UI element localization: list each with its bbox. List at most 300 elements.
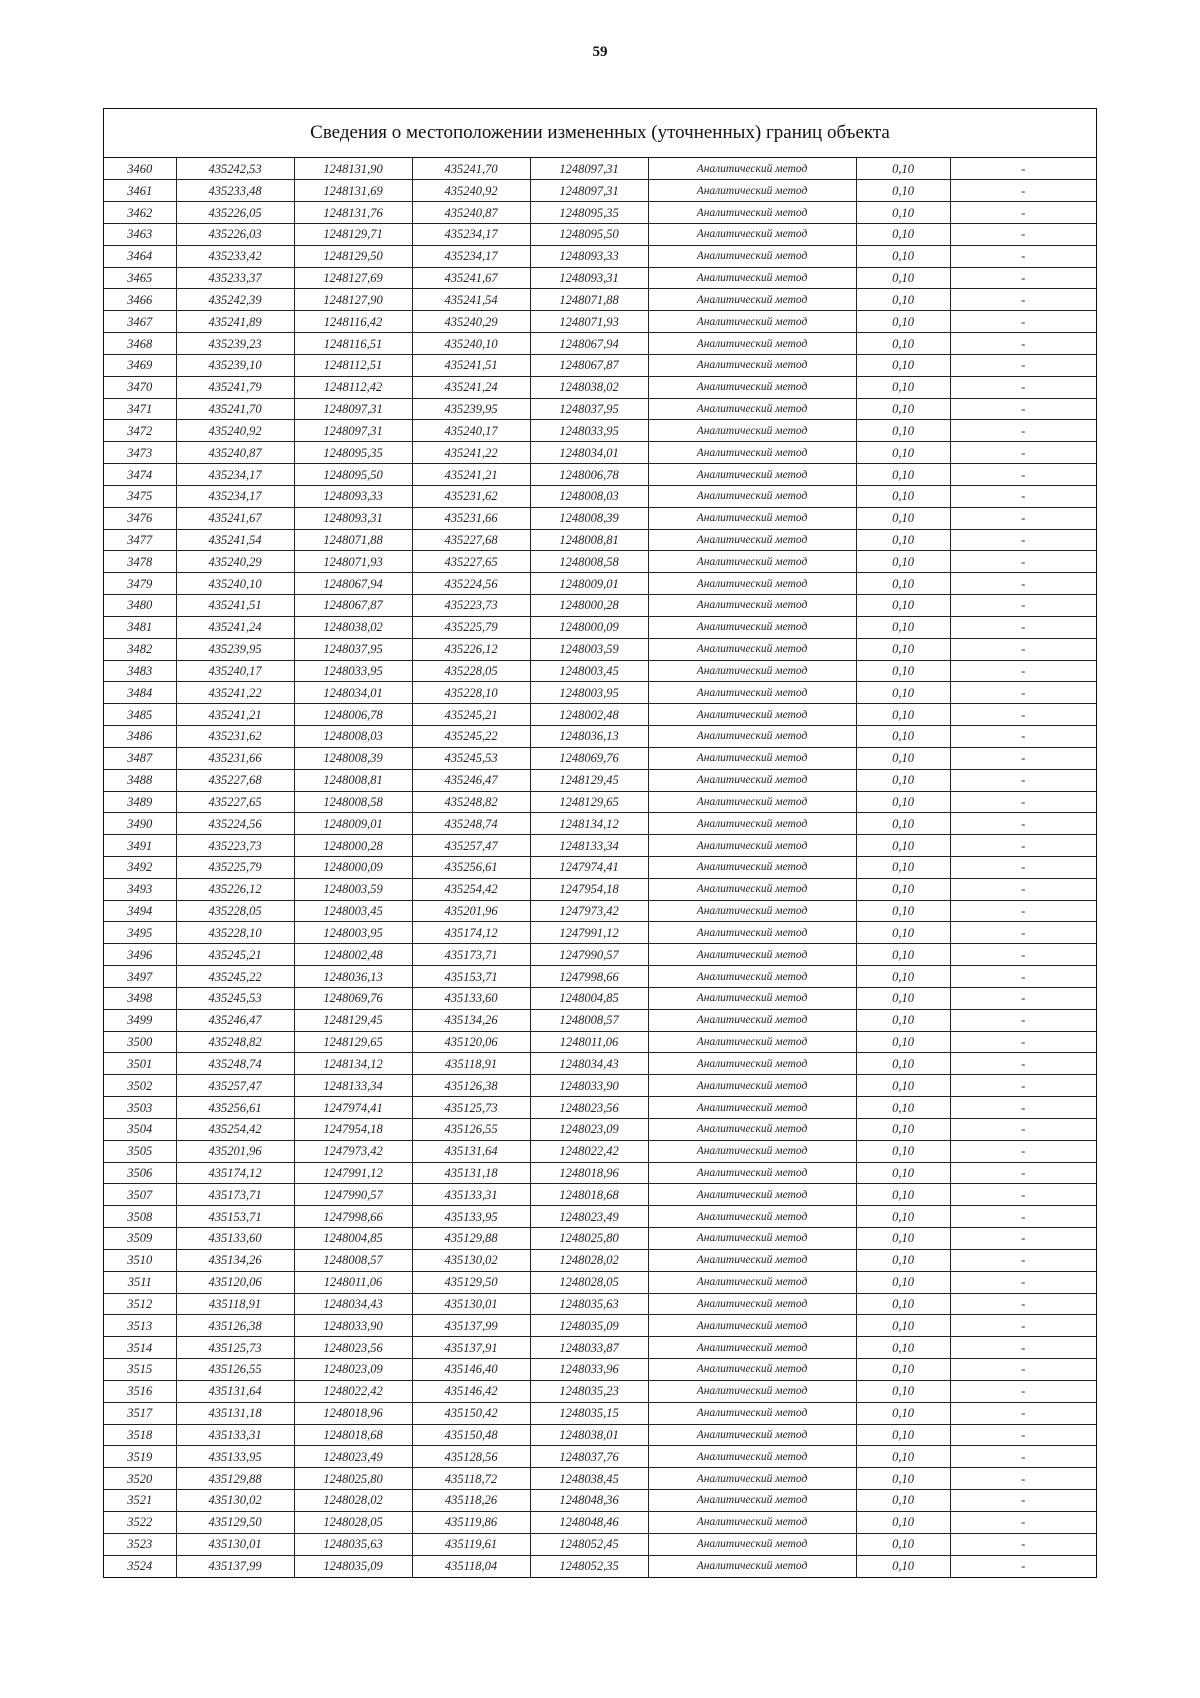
- y2-cell: 1247991,12: [530, 922, 648, 944]
- table-row: [104, 616, 1096, 638]
- table-row: [104, 180, 1096, 202]
- table-row: [104, 1490, 1096, 1512]
- point-number-cell: 3497: [104, 966, 176, 988]
- accuracy-cell: 0,10: [856, 1075, 950, 1097]
- point-number-cell: 3520: [104, 1468, 176, 1490]
- accuracy-cell: 0,10: [856, 1468, 950, 1490]
- x1-cell: 435248,82: [176, 1031, 294, 1053]
- accuracy-cell: 0,10: [856, 1446, 950, 1468]
- x2-cell: 435120,06: [412, 1031, 530, 1053]
- description-cell: -: [950, 769, 1096, 791]
- y1-cell: 1248022,42: [294, 1380, 412, 1402]
- x2-cell: 435224,56: [412, 573, 530, 595]
- accuracy-cell: 0,10: [856, 900, 950, 922]
- x2-cell: 435241,51: [412, 354, 530, 376]
- x2-cell: 435146,42: [412, 1380, 530, 1402]
- accuracy-cell: 0,10: [856, 223, 950, 245]
- accuracy-cell: 0,10: [856, 682, 950, 704]
- point-number-cell: 3513: [104, 1315, 176, 1337]
- x1-cell: 435241,24: [176, 616, 294, 638]
- x2-cell: 435248,74: [412, 813, 530, 835]
- point-number-cell: 3512: [104, 1293, 176, 1315]
- table-row: [104, 791, 1096, 813]
- x2-cell: 435257,47: [412, 835, 530, 857]
- point-number-cell: 3506: [104, 1162, 176, 1184]
- description-cell: -: [950, 1249, 1096, 1271]
- x1-cell: 435241,67: [176, 507, 294, 529]
- y1-cell: 1247974,41: [294, 1097, 412, 1119]
- point-number-cell: 3519: [104, 1446, 176, 1468]
- method-cell: Аналитический метод: [648, 1490, 856, 1512]
- table-row: [104, 442, 1096, 464]
- table-row: [104, 835, 1096, 857]
- description-cell: -: [950, 1140, 1096, 1162]
- y1-cell: 1248129,50: [294, 245, 412, 267]
- x1-cell: 435131,64: [176, 1380, 294, 1402]
- x1-cell: 435240,87: [176, 442, 294, 464]
- x2-cell: 435137,99: [412, 1315, 530, 1337]
- accuracy-cell: 0,10: [856, 398, 950, 420]
- table-row: [104, 1293, 1096, 1315]
- point-number-cell: 3508: [104, 1206, 176, 1228]
- page-number: 59: [592, 44, 608, 60]
- y2-cell: 1248034,43: [530, 1053, 648, 1075]
- y2-cell: 1248037,95: [530, 398, 648, 420]
- y1-cell: 1248131,76: [294, 202, 412, 224]
- y1-cell: 1248095,35: [294, 442, 412, 464]
- y2-cell: 1248018,96: [530, 1162, 648, 1184]
- y1-cell: 1248000,09: [294, 857, 412, 879]
- description-cell: -: [950, 420, 1096, 442]
- y1-cell: 1248038,02: [294, 616, 412, 638]
- accuracy-cell: 0,10: [856, 638, 950, 660]
- y1-cell: 1248023,56: [294, 1337, 412, 1359]
- x2-cell: 435254,42: [412, 878, 530, 900]
- method-cell: Аналитический метод: [648, 1009, 856, 1031]
- point-number-cell: 3477: [104, 529, 176, 551]
- accuracy-cell: 0,10: [856, 747, 950, 769]
- method-cell: Аналитический метод: [648, 245, 856, 267]
- x1-cell: 435245,21: [176, 944, 294, 966]
- y1-cell: 1248008,57: [294, 1249, 412, 1271]
- y2-cell: 1248035,15: [530, 1402, 648, 1424]
- description-cell: -: [950, 311, 1096, 333]
- y1-cell: 1248003,95: [294, 922, 412, 944]
- y1-cell: 1248127,69: [294, 267, 412, 289]
- y1-cell: 1248009,01: [294, 813, 412, 835]
- x1-cell: 435226,05: [176, 202, 294, 224]
- x1-cell: 435227,65: [176, 791, 294, 813]
- point-number-cell: 3491: [104, 835, 176, 857]
- point-number-cell: 3511: [104, 1271, 176, 1293]
- x1-cell: 435224,56: [176, 813, 294, 835]
- x1-cell: 435133,60: [176, 1228, 294, 1250]
- y2-cell: 1248071,88: [530, 289, 648, 311]
- description-cell: -: [950, 1402, 1096, 1424]
- x2-cell: 435234,17: [412, 245, 530, 267]
- x2-cell: 435241,67: [412, 267, 530, 289]
- x1-cell: 435131,18: [176, 1402, 294, 1424]
- description-cell: -: [950, 878, 1096, 900]
- point-number-cell: 3478: [104, 551, 176, 573]
- y2-cell: 1248018,68: [530, 1184, 648, 1206]
- point-number-cell: 3487: [104, 747, 176, 769]
- x1-cell: 435233,48: [176, 180, 294, 202]
- point-number-cell: 3463: [104, 223, 176, 245]
- accuracy-cell: 0,10: [856, 1118, 950, 1140]
- method-cell: Аналитический метод: [648, 638, 856, 660]
- x1-cell: 435234,17: [176, 464, 294, 486]
- x1-cell: 435126,55: [176, 1359, 294, 1381]
- description-cell: -: [950, 485, 1096, 507]
- y2-cell: 1248067,94: [530, 333, 648, 355]
- description-cell: -: [950, 1162, 1096, 1184]
- accuracy-cell: 0,10: [856, 1053, 950, 1075]
- table-row: [104, 1271, 1096, 1293]
- method-cell: Аналитический метод: [648, 1533, 856, 1555]
- method-cell: Аналитический метод: [648, 1424, 856, 1446]
- y1-cell: 1248037,95: [294, 638, 412, 660]
- x1-cell: 435239,95: [176, 638, 294, 660]
- y2-cell: 1248003,95: [530, 682, 648, 704]
- description-cell: -: [950, 289, 1096, 311]
- accuracy-cell: 0,10: [856, 245, 950, 267]
- point-number-cell: 3490: [104, 813, 176, 835]
- method-cell: Аналитический метод: [648, 704, 856, 726]
- accuracy-cell: 0,10: [856, 616, 950, 638]
- y1-cell: 1248116,42: [294, 311, 412, 333]
- table-row: [104, 769, 1096, 791]
- x2-cell: 435245,53: [412, 747, 530, 769]
- table-row: [104, 376, 1096, 398]
- y1-cell: 1248129,71: [294, 223, 412, 245]
- y1-cell: 1247973,42: [294, 1140, 412, 1162]
- point-number-cell: 3468: [104, 333, 176, 355]
- accuracy-cell: 0,10: [856, 813, 950, 835]
- method-cell: Аналитический метод: [648, 573, 856, 595]
- method-cell: Аналитический метод: [648, 595, 856, 617]
- table-row: [104, 398, 1096, 420]
- y1-cell: 1248034,01: [294, 682, 412, 704]
- method-cell: Аналитический метод: [648, 289, 856, 311]
- point-number-cell: 3498: [104, 987, 176, 1009]
- y1-cell: 1248023,49: [294, 1446, 412, 1468]
- description-cell: -: [950, 354, 1096, 376]
- accuracy-cell: 0,10: [856, 1293, 950, 1315]
- table-row: [104, 158, 1096, 180]
- accuracy-cell: 0,10: [856, 529, 950, 551]
- table-row: [104, 1097, 1096, 1119]
- accuracy-cell: 0,10: [856, 1184, 950, 1206]
- method-cell: Аналитический метод: [648, 616, 856, 638]
- table-row: [104, 595, 1096, 617]
- point-number-cell: 3505: [104, 1140, 176, 1162]
- x1-cell: 435228,10: [176, 922, 294, 944]
- y1-cell: 1247991,12: [294, 1162, 412, 1184]
- table-row: [104, 1206, 1096, 1228]
- accuracy-cell: 0,10: [856, 507, 950, 529]
- table-row: [104, 704, 1096, 726]
- x2-cell: 435146,40: [412, 1359, 530, 1381]
- x2-cell: 435126,38: [412, 1075, 530, 1097]
- y1-cell: 1247990,57: [294, 1184, 412, 1206]
- y2-cell: 1248134,12: [530, 813, 648, 835]
- method-cell: Аналитический метод: [648, 726, 856, 748]
- y2-cell: 1248023,56: [530, 1097, 648, 1119]
- accuracy-cell: 0,10: [856, 1533, 950, 1555]
- table-row: [104, 551, 1096, 573]
- y2-cell: 1248129,45: [530, 769, 648, 791]
- y2-cell: 1248097,31: [530, 180, 648, 202]
- description-cell: -: [950, 1228, 1096, 1250]
- description-cell: -: [950, 1009, 1096, 1031]
- description-cell: -: [950, 442, 1096, 464]
- y2-cell: 1248028,05: [530, 1271, 648, 1293]
- table-row: [104, 1359, 1096, 1381]
- accuracy-cell: 0,10: [856, 878, 950, 900]
- x2-cell: 435128,56: [412, 1446, 530, 1468]
- y1-cell: 1248036,13: [294, 966, 412, 988]
- y1-cell: 1248018,96: [294, 1402, 412, 1424]
- x1-cell: 435241,22: [176, 682, 294, 704]
- x1-cell: 435225,79: [176, 857, 294, 879]
- y2-cell: 1248034,01: [530, 442, 648, 464]
- y2-cell: 1248008,39: [530, 507, 648, 529]
- x2-cell: 435245,22: [412, 726, 530, 748]
- table-row: [104, 1140, 1096, 1162]
- y1-cell: 1248112,42: [294, 376, 412, 398]
- point-number-cell: 3482: [104, 638, 176, 660]
- x2-cell: 435234,17: [412, 223, 530, 245]
- y1-cell: 1247954,18: [294, 1118, 412, 1140]
- y1-cell: 1248008,39: [294, 747, 412, 769]
- accuracy-cell: 0,10: [856, 1337, 950, 1359]
- x2-cell: 435241,22: [412, 442, 530, 464]
- x1-cell: 435242,53: [176, 158, 294, 180]
- description-cell: -: [950, 900, 1096, 922]
- point-number-cell: 3461: [104, 180, 176, 202]
- x2-cell: 435240,29: [412, 311, 530, 333]
- method-cell: Аналитический метод: [648, 1140, 856, 1162]
- accuracy-cell: 0,10: [856, 354, 950, 376]
- y2-cell: 1248038,01: [530, 1424, 648, 1446]
- point-number-cell: 3516: [104, 1380, 176, 1402]
- description-cell: -: [950, 1053, 1096, 1075]
- description-cell: -: [950, 944, 1096, 966]
- y2-cell: 1248035,09: [530, 1315, 648, 1337]
- y2-cell: 1248071,93: [530, 311, 648, 333]
- table-row: [104, 245, 1096, 267]
- method-cell: Аналитический метод: [648, 1118, 856, 1140]
- y1-cell: 1248071,88: [294, 529, 412, 551]
- table-row: [104, 1184, 1096, 1206]
- point-number-cell: 3473: [104, 442, 176, 464]
- x1-cell: 435241,51: [176, 595, 294, 617]
- y2-cell: 1248006,78: [530, 464, 648, 486]
- x1-cell: 435173,71: [176, 1184, 294, 1206]
- x1-cell: 435241,79: [176, 376, 294, 398]
- x1-cell: 435231,62: [176, 726, 294, 748]
- accuracy-cell: 0,10: [856, 944, 950, 966]
- point-number-cell: 3518: [104, 1424, 176, 1446]
- y2-cell: 1248011,06: [530, 1031, 648, 1053]
- y2-cell: 1248035,23: [530, 1380, 648, 1402]
- y2-cell: 1248052,45: [530, 1533, 648, 1555]
- y2-cell: 1247973,42: [530, 900, 648, 922]
- x1-cell: 435245,22: [176, 966, 294, 988]
- method-cell: Аналитический метод: [648, 1337, 856, 1359]
- x1-cell: 435240,10: [176, 573, 294, 595]
- x1-cell: 435223,73: [176, 835, 294, 857]
- accuracy-cell: 0,10: [856, 966, 950, 988]
- x2-cell: 435239,95: [412, 398, 530, 420]
- x2-cell: 435231,62: [412, 485, 530, 507]
- y1-cell: 1248033,90: [294, 1315, 412, 1337]
- method-cell: Аналитический метод: [648, 1446, 856, 1468]
- table-row: [104, 1053, 1096, 1075]
- y1-cell: 1248025,80: [294, 1468, 412, 1490]
- table-row: [104, 1511, 1096, 1533]
- point-number-cell: 3494: [104, 900, 176, 922]
- accuracy-cell: 0,10: [856, 1162, 950, 1184]
- accuracy-cell: 0,10: [856, 289, 950, 311]
- description-cell: -: [950, 158, 1096, 180]
- x2-cell: 435153,71: [412, 966, 530, 988]
- y1-cell: 1248069,76: [294, 987, 412, 1009]
- accuracy-cell: 0,10: [856, 1271, 950, 1293]
- point-number-cell: 3465: [104, 267, 176, 289]
- x2-cell: 435256,61: [412, 857, 530, 879]
- accuracy-cell: 0,10: [856, 1359, 950, 1381]
- x1-cell: 435240,17: [176, 660, 294, 682]
- y1-cell: 1248097,31: [294, 398, 412, 420]
- table-row: [104, 289, 1096, 311]
- y1-cell: 1248131,90: [294, 158, 412, 180]
- y2-cell: 1248008,57: [530, 1009, 648, 1031]
- x1-cell: 435134,26: [176, 1249, 294, 1271]
- x1-cell: 435241,70: [176, 398, 294, 420]
- accuracy-cell: 0,10: [856, 464, 950, 486]
- accuracy-cell: 0,10: [856, 311, 950, 333]
- x1-cell: 435130,02: [176, 1490, 294, 1512]
- method-cell: Аналитический метод: [648, 1359, 856, 1381]
- x2-cell: 435137,91: [412, 1337, 530, 1359]
- accuracy-cell: 0,10: [856, 1315, 950, 1337]
- description-cell: -: [950, 223, 1096, 245]
- point-number-cell: 3470: [104, 376, 176, 398]
- table-row: [104, 878, 1096, 900]
- y1-cell: 1248028,02: [294, 1490, 412, 1512]
- point-number-cell: 3514: [104, 1337, 176, 1359]
- accuracy-cell: 0,10: [856, 202, 950, 224]
- x2-cell: 435248,82: [412, 791, 530, 813]
- table-row: [104, 1468, 1096, 1490]
- table-row: [104, 1162, 1096, 1184]
- description-cell: -: [950, 1206, 1096, 1228]
- point-number-cell: 3479: [104, 573, 176, 595]
- table-row: [104, 682, 1096, 704]
- accuracy-cell: 0,10: [856, 987, 950, 1009]
- x2-cell: 435133,31: [412, 1184, 530, 1206]
- y2-cell: 1248093,33: [530, 245, 648, 267]
- x1-cell: 435240,92: [176, 420, 294, 442]
- x2-cell: 435228,05: [412, 660, 530, 682]
- x2-cell: 435129,50: [412, 1271, 530, 1293]
- description-cell: -: [950, 747, 1096, 769]
- description-cell: -: [950, 1337, 1096, 1359]
- description-cell: -: [950, 1424, 1096, 1446]
- x2-cell: 435225,79: [412, 616, 530, 638]
- description-cell: -: [950, 398, 1096, 420]
- accuracy-cell: 0,10: [856, 1249, 950, 1271]
- point-number-cell: 3502: [104, 1075, 176, 1097]
- point-number-cell: 3460: [104, 158, 176, 180]
- table-row: [104, 333, 1096, 355]
- x2-cell: 435231,66: [412, 507, 530, 529]
- y2-cell: 1248008,58: [530, 551, 648, 573]
- x1-cell: 435130,01: [176, 1533, 294, 1555]
- x2-cell: 435118,72: [412, 1468, 530, 1490]
- table-row: [104, 202, 1096, 224]
- accuracy-cell: 0,10: [856, 1206, 950, 1228]
- x2-cell: 435118,04: [412, 1555, 530, 1577]
- method-cell: Аналитический метод: [648, 1053, 856, 1075]
- method-cell: Аналитический метод: [648, 1031, 856, 1053]
- accuracy-cell: 0,10: [856, 1009, 950, 1031]
- y1-cell: 1248003,59: [294, 878, 412, 900]
- y1-cell: 1248035,09: [294, 1555, 412, 1577]
- accuracy-cell: 0,10: [856, 922, 950, 944]
- point-number-cell: 3503: [104, 1097, 176, 1119]
- x2-cell: 435201,96: [412, 900, 530, 922]
- y2-cell: 1248033,96: [530, 1359, 648, 1381]
- method-cell: Аналитический метод: [648, 180, 856, 202]
- y2-cell: 1248002,48: [530, 704, 648, 726]
- table-row: [104, 1031, 1096, 1053]
- y2-cell: 1248025,80: [530, 1228, 648, 1250]
- method-cell: Аналитический метод: [648, 878, 856, 900]
- x2-cell: 435150,48: [412, 1424, 530, 1446]
- y1-cell: 1248023,09: [294, 1359, 412, 1381]
- point-number-cell: 3486: [104, 726, 176, 748]
- description-cell: -: [950, 660, 1096, 682]
- x2-cell: 435240,17: [412, 420, 530, 442]
- method-cell: Аналитический метод: [648, 944, 856, 966]
- x1-cell: 435239,23: [176, 333, 294, 355]
- y2-cell: 1248038,02: [530, 376, 648, 398]
- description-cell: -: [950, 726, 1096, 748]
- accuracy-cell: 0,10: [856, 857, 950, 879]
- x1-cell: 435137,99: [176, 1555, 294, 1577]
- accuracy-cell: 0,10: [856, 1228, 950, 1250]
- point-number-cell: 3471: [104, 398, 176, 420]
- method-cell: Аналитический метод: [648, 485, 856, 507]
- y1-cell: 1247998,66: [294, 1206, 412, 1228]
- table-row: [104, 1337, 1096, 1359]
- x1-cell: 435120,06: [176, 1271, 294, 1293]
- description-cell: -: [950, 987, 1096, 1009]
- accuracy-cell: 0,10: [856, 1140, 950, 1162]
- method-cell: Аналитический метод: [648, 813, 856, 835]
- table-row: [104, 529, 1096, 551]
- point-number-cell: 3515: [104, 1359, 176, 1381]
- y1-cell: 1248116,51: [294, 333, 412, 355]
- x2-cell: 435150,42: [412, 1402, 530, 1424]
- x1-cell: 435240,29: [176, 551, 294, 573]
- y2-cell: 1248023,49: [530, 1206, 648, 1228]
- method-cell: Аналитический метод: [648, 1315, 856, 1337]
- x1-cell: 435239,10: [176, 354, 294, 376]
